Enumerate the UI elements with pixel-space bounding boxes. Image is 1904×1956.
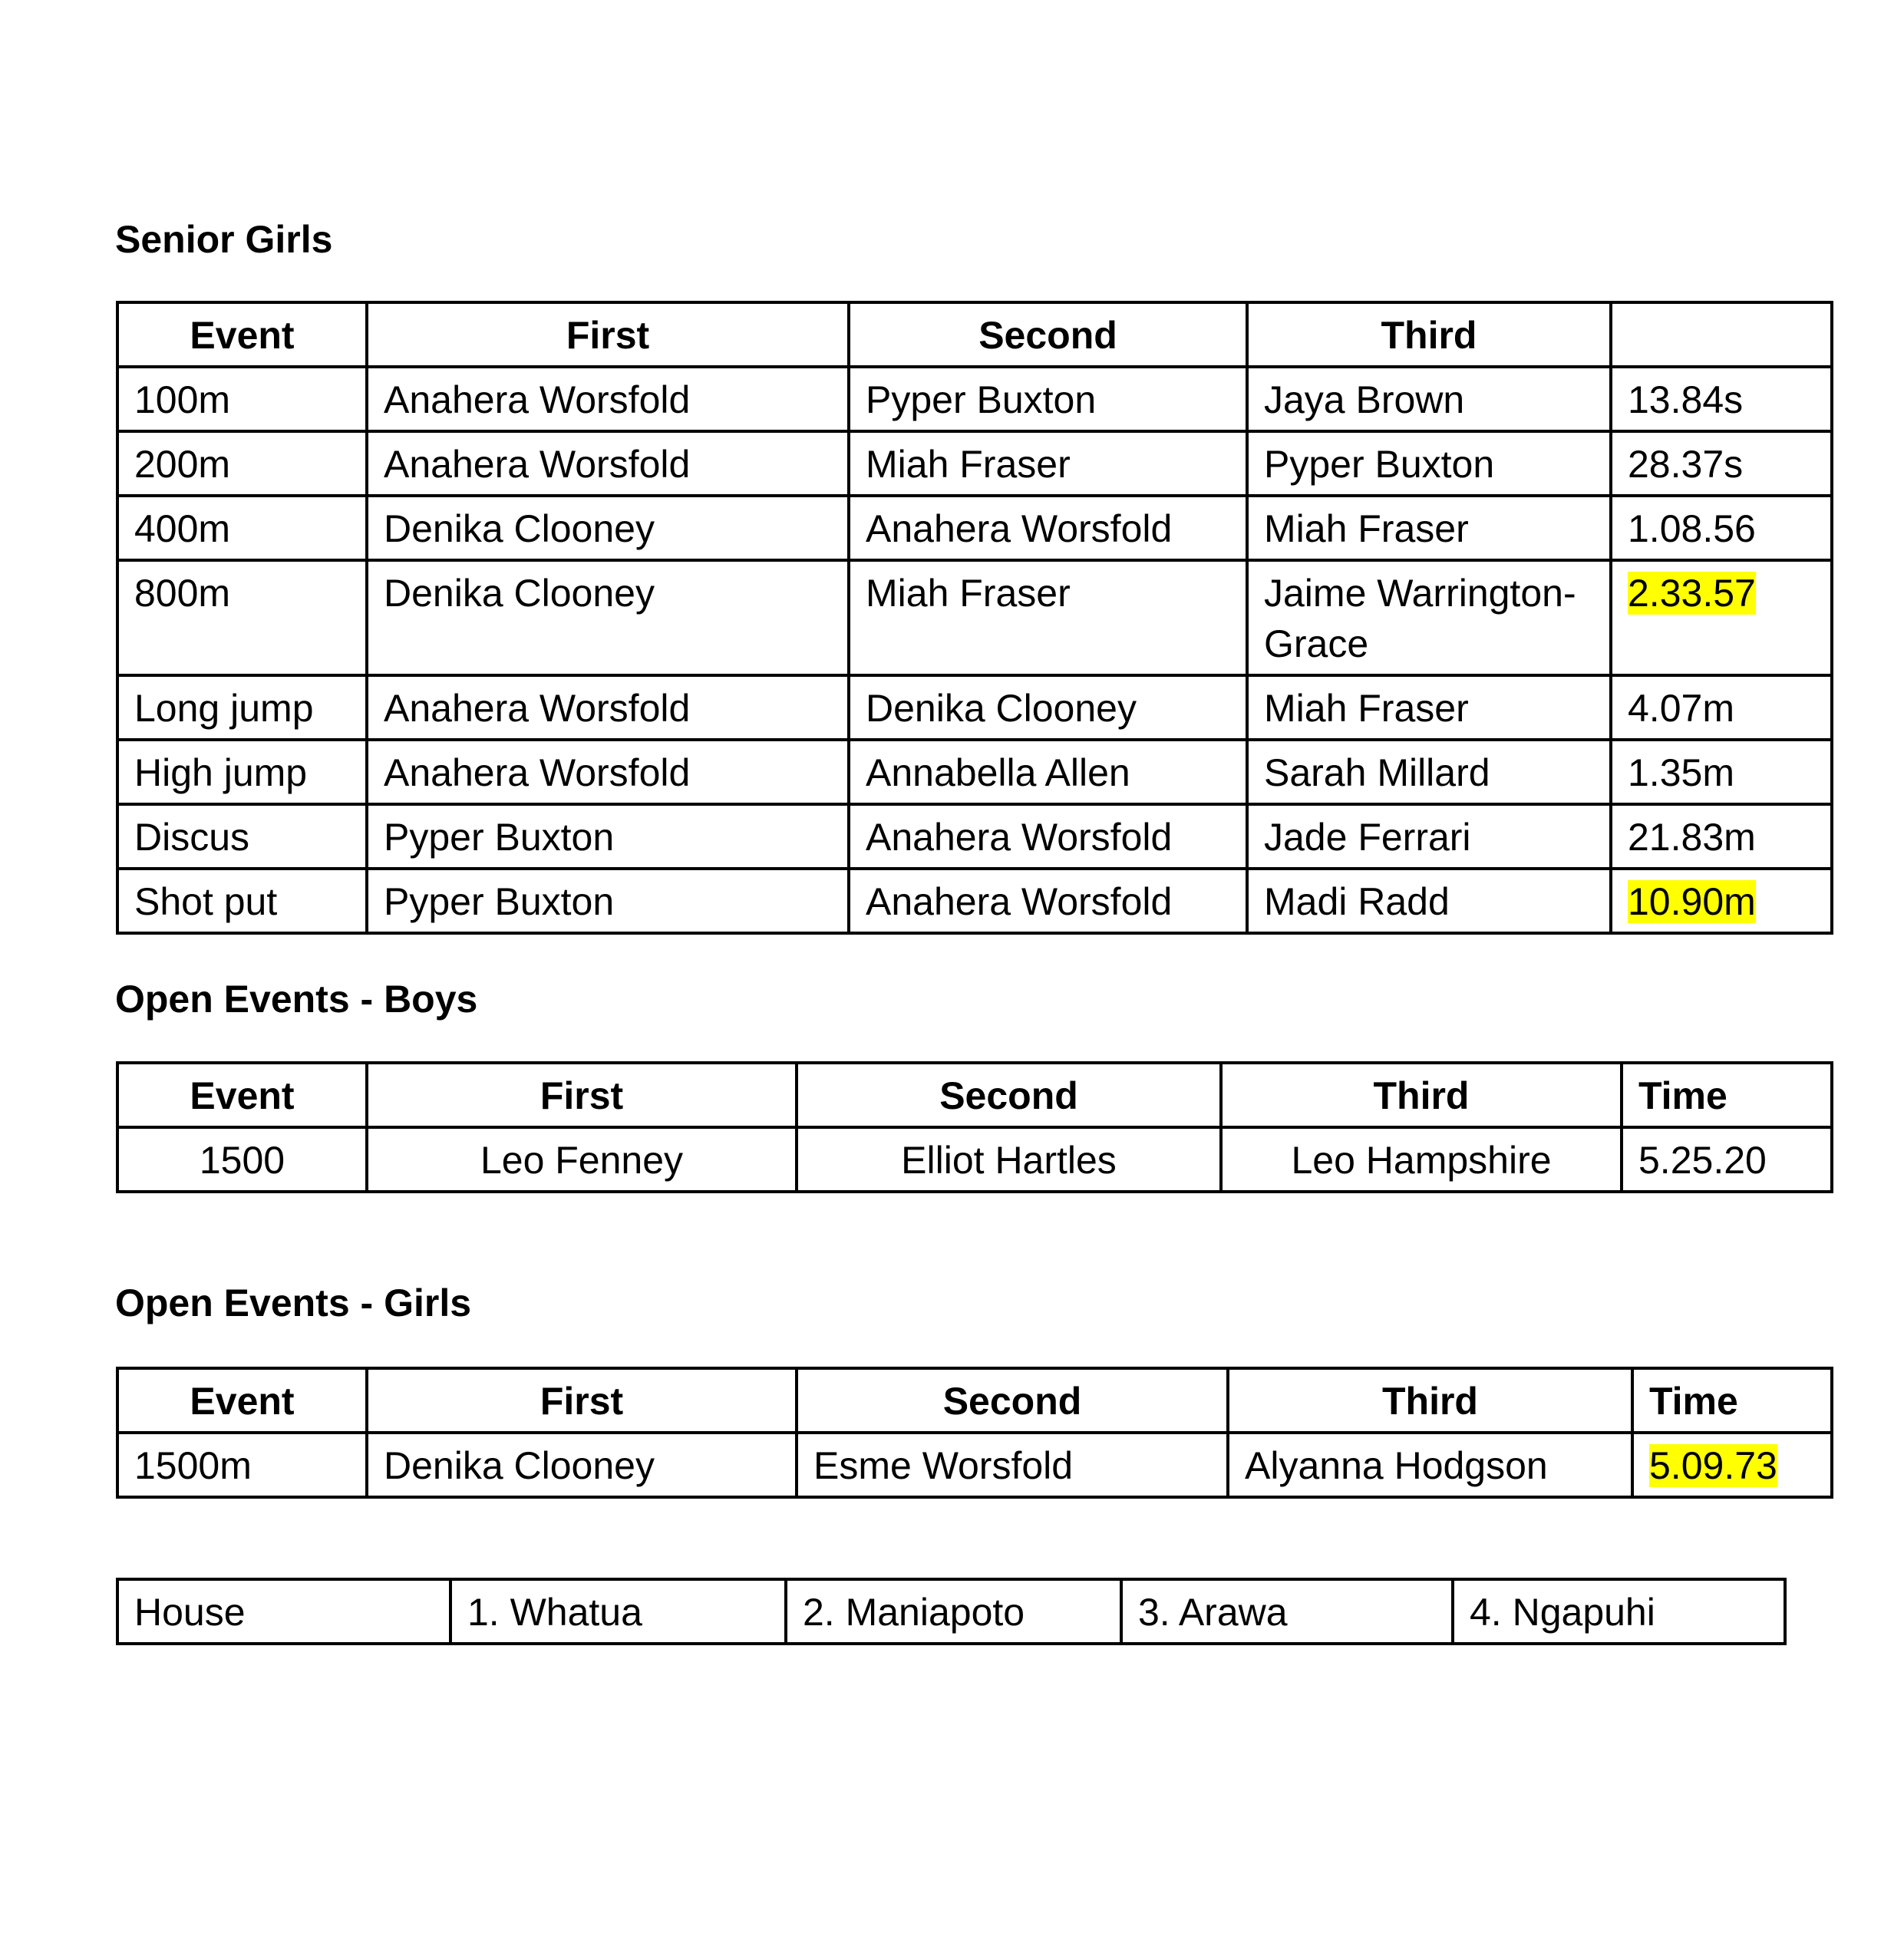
column-header-time: Time: [1632, 1368, 1832, 1433]
first-place-cell: Anahera Worsfold: [367, 431, 849, 496]
third-place-cell: Leo Hampshire: [1221, 1127, 1622, 1192]
first-place-cell: Denika Clooney: [367, 1433, 797, 1497]
first-place-cell: Leo Fenney: [367, 1127, 797, 1192]
house-fourth-cell: 4. Ngapuhi: [1453, 1579, 1785, 1644]
column-header-time: Time: [1622, 1063, 1832, 1127]
second-place-cell: Anahera Worsfold: [849, 496, 1247, 560]
second-place-cell: Anahera Worsfold: [849, 804, 1247, 869]
house-third-cell: 3. Arawa: [1121, 1579, 1453, 1644]
second-place-cell: Esme Worsfold: [797, 1433, 1228, 1497]
header-row: [117, 302, 1832, 367]
result-value: 21.83m: [1628, 816, 1756, 859]
time-cell: [1632, 1433, 1832, 1497]
table-row: [117, 869, 1832, 933]
time-cell: [1622, 1127, 1832, 1192]
third-place-cell: Miah Fraser: [1247, 496, 1611, 560]
table-row: [117, 560, 1832, 675]
column-header-second: Second: [849, 302, 1247, 367]
result-value: 1.35m: [1628, 751, 1734, 794]
open-boys-heading: Open Events - Boys: [115, 978, 478, 1021]
third-place-cell: Jade Ferrari: [1247, 804, 1611, 869]
result-cell: [1611, 869, 1832, 933]
result-cell: [1611, 431, 1832, 496]
result-value: 4.07m: [1628, 687, 1734, 730]
first-place-cell: Anahera Worsfold: [367, 740, 849, 804]
table-row: [117, 1433, 1832, 1497]
second-place-cell: Denika Clooney: [849, 675, 1247, 740]
second-place-cell: Anahera Worsfold: [849, 869, 1247, 933]
first-place-cell: Pyper Buxton: [367, 804, 849, 869]
first-place-cell: Anahera Worsfold: [367, 367, 849, 431]
senior-girls-table: [116, 301, 1833, 935]
event-cell: 1500: [117, 1127, 367, 1192]
first-place-cell: Denika Clooney: [367, 496, 849, 560]
open-girls-table: [116, 1367, 1833, 1499]
column-header-first: First: [367, 1368, 797, 1433]
column-header-second: Second: [797, 1368, 1228, 1433]
house-first-cell: 1. Whatua: [450, 1579, 786, 1644]
result-value: 1.08.56: [1628, 507, 1756, 550]
result-cell: [1611, 367, 1832, 431]
table-row: [117, 367, 1832, 431]
table-row: [117, 804, 1832, 869]
event-cell: Long jump: [117, 675, 367, 740]
column-header-first: First: [367, 1063, 797, 1127]
table-row: [117, 675, 1832, 740]
first-place-cell: Denika Clooney: [367, 560, 849, 675]
result-cell: [1611, 675, 1832, 740]
house-row: [117, 1579, 1785, 1644]
second-place-cell: Pyper Buxton: [849, 367, 1247, 431]
table-row: [117, 740, 1832, 804]
column-header-result: [1611, 302, 1832, 367]
column-header-event: Event: [117, 1368, 367, 1433]
result-value: 2.33.57: [1628, 572, 1756, 615]
time-value: 5.25.20: [1638, 1139, 1767, 1182]
result-value: 10.90m: [1628, 880, 1756, 923]
first-place-cell: Anahera Worsfold: [367, 675, 849, 740]
table-row: [117, 496, 1832, 560]
column-header-event: Event: [117, 302, 367, 367]
table-row: [117, 431, 1832, 496]
result-value: 28.37s: [1628, 443, 1744, 486]
column-header-third: Third: [1221, 1063, 1622, 1127]
header-row: [117, 1368, 1832, 1433]
event-cell: Shot put: [117, 869, 367, 933]
third-place-cell: Jaya Brown: [1247, 367, 1611, 431]
first-place-cell: Pyper Buxton: [367, 869, 849, 933]
time-value: 5.09.73: [1649, 1444, 1777, 1487]
column-header-event: Event: [117, 1063, 367, 1127]
house-label-cell: House: [117, 1579, 450, 1644]
third-place-cell: Pyper Buxton: [1247, 431, 1611, 496]
third-place-cell: Jaime Warrington-Grace: [1247, 560, 1611, 675]
result-cell: [1611, 560, 1832, 675]
column-header-third: Third: [1228, 1368, 1632, 1433]
house-table: [116, 1578, 1787, 1645]
event-cell: 100m: [117, 367, 367, 431]
event-cell: 200m: [117, 431, 367, 496]
second-place-cell: Annabella Allen: [849, 740, 1247, 804]
open-girls-heading: Open Events - Girls: [115, 1281, 472, 1324]
open-boys-table: [116, 1061, 1833, 1193]
column-header-second: Second: [797, 1063, 1221, 1127]
third-place-cell: Alyanna Hodgson: [1228, 1433, 1632, 1497]
senior-girls-heading: Senior Girls: [115, 218, 333, 261]
event-cell: Discus: [117, 804, 367, 869]
result-value: 13.84s: [1628, 378, 1744, 421]
event-cell: 1500m: [117, 1433, 367, 1497]
header-row: [117, 1063, 1832, 1127]
event-cell: High jump: [117, 740, 367, 804]
column-header-first: First: [367, 302, 849, 367]
house-second-cell: 2. Maniapoto: [786, 1579, 1121, 1644]
third-place-cell: Sarah Millard: [1247, 740, 1611, 804]
event-cell: 800m: [117, 560, 367, 675]
event-cell: 400m: [117, 496, 367, 560]
table-row: [117, 1127, 1832, 1192]
third-place-cell: Miah Fraser: [1247, 675, 1611, 740]
result-cell: [1611, 804, 1832, 869]
result-cell: [1611, 496, 1832, 560]
result-cell: [1611, 740, 1832, 804]
second-place-cell: Elliot Hartles: [797, 1127, 1221, 1192]
third-place-cell: Madi Radd: [1247, 869, 1611, 933]
column-header-third: Third: [1247, 302, 1611, 367]
second-place-cell: Miah Fraser: [849, 560, 1247, 675]
second-place-cell: Miah Fraser: [849, 431, 1247, 496]
